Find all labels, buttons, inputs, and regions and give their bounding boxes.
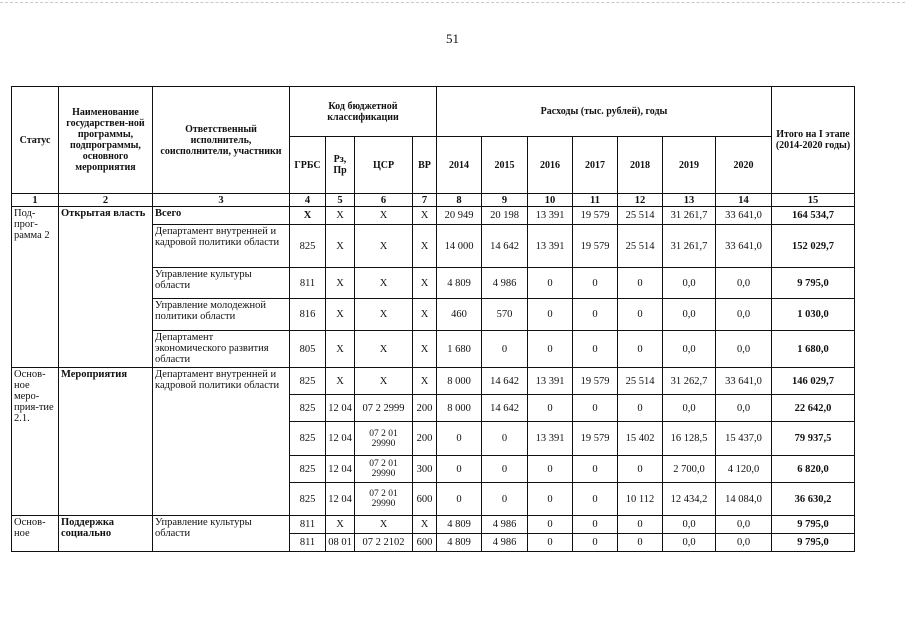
row-csr: Х [355,268,413,299]
row-csr: Х [355,368,413,395]
row-value: 0,0 [716,395,772,422]
row-value: 20 949 [437,207,482,225]
row-rzpr: Х [326,225,355,268]
row-status: Основ-ное [12,516,59,552]
row-vr: 600 [413,483,437,516]
header-vr: ВР [413,137,437,194]
row-grbs: 816 [290,299,326,331]
row-value: 0,0 [663,516,716,534]
row-value: 8 000 [437,368,482,395]
row-executor: Управление молодежной политики области [153,299,290,331]
row-total: 9 795,0 [772,268,855,299]
row-total: 9 795,0 [772,534,855,552]
row-value: 0 [573,299,618,331]
column-number: 3 [153,194,290,207]
row-csr: 07 2 01 29990 [355,456,413,483]
row-value: 0 [528,395,573,422]
column-number: 7 [413,194,437,207]
row-value: 13 391 [528,207,573,225]
row-value: 33 641,0 [716,225,772,268]
row-value: 25 514 [618,207,663,225]
column-number: 11 [573,194,618,207]
row-value: 0,0 [716,516,772,534]
row-value: 0,0 [716,299,772,331]
row-total: 36 630,2 [772,483,855,516]
budget-table [11,86,855,552]
row-value: 4 986 [482,534,528,552]
table-row [12,207,855,225]
row-value: 570 [482,299,528,331]
row-csr: Х [355,516,413,534]
row-vr: Х [413,516,437,534]
row-value: 0 [528,268,573,299]
row-value: 25 514 [618,368,663,395]
row-value: 0 [437,456,482,483]
row-value: 0 [573,456,618,483]
row-value: 15 437,0 [716,422,772,456]
header-year: 2019 [663,137,716,194]
row-rzpr: Х [326,331,355,368]
row-csr: Х [355,207,413,225]
header-rzpr: Рз, Пр [326,137,355,194]
row-value: 14 642 [482,395,528,422]
row-csr: Х [355,299,413,331]
row-value: 20 198 [482,207,528,225]
row-value: 13 391 [528,225,573,268]
row-value: 31 261,7 [663,225,716,268]
row-total: 1 680,0 [772,331,855,368]
header-total: Итого на I этапе (2014-2020 годы) [772,87,855,194]
row-value: 31 261,7 [663,207,716,225]
header-year: 2014 [437,137,482,194]
row-status: Основ-ное меро-прия-тие 2.1. [12,368,59,516]
row-value: 14 642 [482,225,528,268]
row-value: 0,0 [716,534,772,552]
row-grbs: 825 [290,395,326,422]
row-csr: 07 2 2999 [355,395,413,422]
row-value: 0 [437,422,482,456]
row-vr: Х [413,225,437,268]
row-value: 0 [528,299,573,331]
column-number: 8 [437,194,482,207]
row-name: Поддержка социально [59,516,153,552]
row-value: 0 [528,331,573,368]
row-grbs: 811 [290,534,326,552]
row-executor: Департамент внутренней и кадровой политики области [153,368,290,516]
row-value: 0 [482,422,528,456]
row-rzpr: 12 04 [326,483,355,516]
row-vr: 300 [413,456,437,483]
table-row [12,368,855,395]
row-value: 0,0 [663,299,716,331]
row-value: 19 579 [573,368,618,395]
row-value: 0 [437,483,482,516]
row-value: 0,0 [663,534,716,552]
row-value: 0 [573,516,618,534]
row-value: 10 112 [618,483,663,516]
row-executor: Департамент внутренней и кадровой политики области [153,225,290,268]
row-name: Мероприятия [59,368,153,516]
row-value: 12 434,2 [663,483,716,516]
row-value: 460 [437,299,482,331]
header-executor: Ответственный исполнитель, соисполнители, участники [153,87,290,194]
header-name: Наименование государствен-ной программы, подпрограммы, основного мероприятия [59,87,153,194]
row-grbs: 825 [290,483,326,516]
row-value: 0 [573,395,618,422]
header-year: 2018 [618,137,663,194]
column-number: 13 [663,194,716,207]
header-year: 2017 [573,137,618,194]
row-value: 2 700,0 [663,456,716,483]
row-value: 0 [573,268,618,299]
row-name: Открытая власть [59,207,153,368]
row-vr: Х [413,368,437,395]
row-total: 6 820,0 [772,456,855,483]
row-rzpr: 12 04 [326,395,355,422]
column-number: 1 [12,194,59,207]
row-value: 25 514 [618,225,663,268]
row-rzpr: Х [326,268,355,299]
row-value: 15 402 [618,422,663,456]
row-grbs: Х [290,207,326,225]
row-value: 0,0 [663,268,716,299]
row-vr: 200 [413,422,437,456]
row-value: 0 [528,456,573,483]
row-rzpr: 12 04 [326,422,355,456]
row-csr: 07 2 01 29990 [355,422,413,456]
header-csr: ЦСР [355,137,413,194]
column-number: 4 [290,194,326,207]
row-value: 14 000 [437,225,482,268]
row-grbs: 825 [290,225,326,268]
row-value: 4 986 [482,516,528,534]
row-csr: Х [355,331,413,368]
row-vr: Х [413,331,437,368]
row-csr: 07 2 2102 [355,534,413,552]
row-value: 4 809 [437,516,482,534]
row-grbs: 825 [290,368,326,395]
row-value: 33 641,0 [716,368,772,395]
row-value: 0 [482,483,528,516]
row-grbs: 805 [290,331,326,368]
row-rzpr: Х [326,207,355,225]
row-value: 13 391 [528,422,573,456]
row-vr: Х [413,299,437,331]
row-value: 0 [573,331,618,368]
row-value: 0 [618,516,663,534]
row-value: 4 809 [437,268,482,299]
row-value: 0 [528,483,573,516]
row-grbs: 811 [290,516,326,534]
row-total: 146 029,7 [772,368,855,395]
row-value: 16 128,5 [663,422,716,456]
row-vr: 600 [413,534,437,552]
row-total: 9 795,0 [772,516,855,534]
row-executor: Управление культуры области [153,516,290,552]
row-vr: Х [413,268,437,299]
header-year: 2020 [716,137,772,194]
column-number: 10 [528,194,573,207]
row-value: 14 642 [482,368,528,395]
row-value: 0 [573,534,618,552]
row-value: 0,0 [663,395,716,422]
row-value: 4 120,0 [716,456,772,483]
row-value: 19 579 [573,422,618,456]
row-total: 164 534,7 [772,207,855,225]
row-total: 79 937,5 [772,422,855,456]
row-executor: Департамент экономического развития области [153,331,290,368]
row-value: 0 [482,331,528,368]
row-value: 0 [528,516,573,534]
row-value: 13 391 [528,368,573,395]
row-value: 0 [618,395,663,422]
row-value: 19 579 [573,207,618,225]
column-number: 2 [59,194,153,207]
header-budget-code: Код бюджетной классификации [290,87,437,137]
row-value: 4 986 [482,268,528,299]
row-total: 22 642,0 [772,395,855,422]
column-number: 5 [326,194,355,207]
row-grbs: 811 [290,268,326,299]
header-status: Статус [12,87,59,194]
row-value: 33 641,0 [716,207,772,225]
table-row [12,516,855,534]
row-value: 0 [482,456,528,483]
row-value: 8 000 [437,395,482,422]
header-grbs: ГРБС [290,137,326,194]
row-executor: Управление культуры области [153,268,290,299]
row-grbs: 825 [290,422,326,456]
row-executor: Всего [153,207,290,225]
row-grbs: 825 [290,456,326,483]
row-value: 0 [618,299,663,331]
row-value: 0,0 [716,331,772,368]
row-value: 4 809 [437,534,482,552]
row-value: 19 579 [573,225,618,268]
page-number: 51 [446,31,459,46]
row-value: 0 [573,483,618,516]
row-value: 0 [618,331,663,368]
header-year: 2015 [482,137,528,194]
row-value: 0 [528,534,573,552]
row-value: 14 084,0 [716,483,772,516]
row-rzpr: Х [326,299,355,331]
column-number: 6 [355,194,413,207]
header-year: 2016 [528,137,573,194]
row-value: 31 262,7 [663,368,716,395]
column-number: 12 [618,194,663,207]
row-value: 0,0 [716,268,772,299]
row-value: 0 [618,534,663,552]
row-value: 1 680 [437,331,482,368]
row-csr: 07 2 01 29990 [355,483,413,516]
row-total: 152 029,7 [772,225,855,268]
column-number: 15 [772,194,855,207]
page-top-edge [0,2,905,3]
row-rzpr: 08 01 [326,534,355,552]
row-rzpr: 12 04 [326,456,355,483]
header-expenses: Расходы (тыс. рублей), годы [437,87,772,137]
row-total: 1 030,0 [772,299,855,331]
column-number: 14 [716,194,772,207]
row-value: 0 [618,268,663,299]
row-rzpr: Х [326,516,355,534]
row-vr: 200 [413,395,437,422]
column-number: 9 [482,194,528,207]
row-rzpr: Х [326,368,355,395]
row-vr: Х [413,207,437,225]
row-value: 0,0 [663,331,716,368]
row-csr: Х [355,225,413,268]
row-status: Под-прог-рамма 2 [12,207,59,368]
row-value: 0 [618,456,663,483]
